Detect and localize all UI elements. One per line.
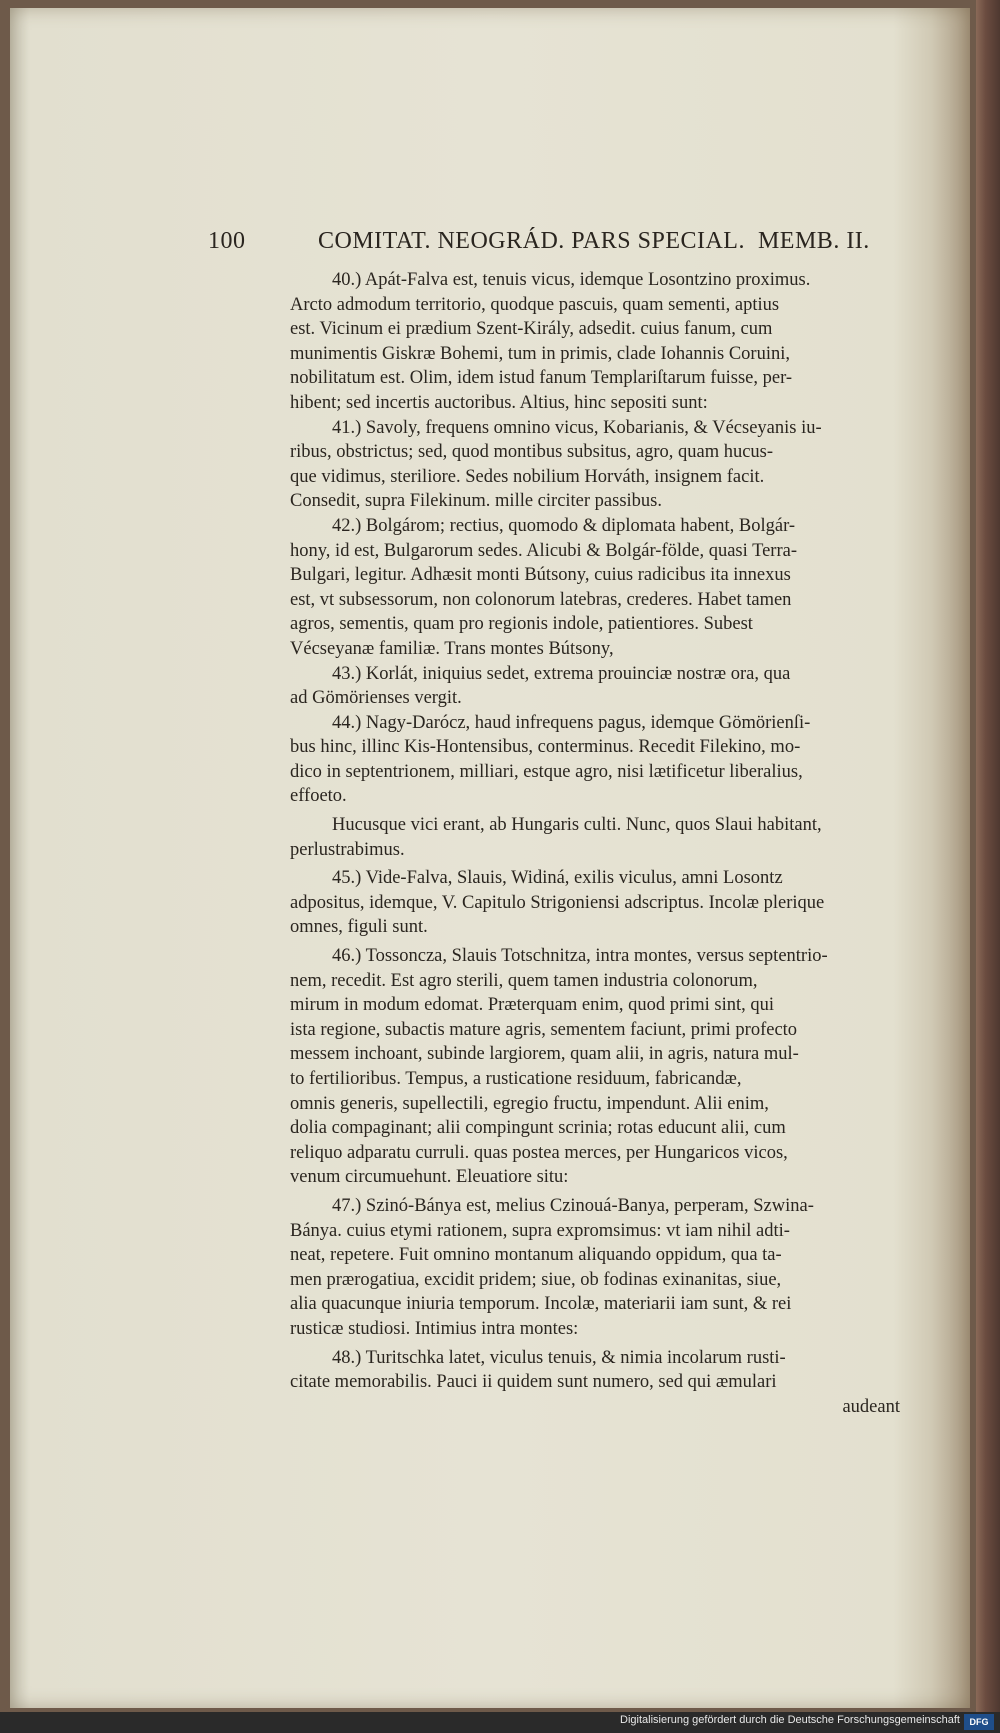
text-line: bus hinc, illinc Kis-Hontensibus, conterminus. Recedit Filekino, mo- [290,737,801,758]
text-line: Bánya. cuius etymi rationem, supra expromsimus: vt iam nihil adti- [290,1220,790,1241]
text-line: alia quacunque iniuria temporum. Incolæ, materiarii iam sunt, & rei [290,1294,792,1315]
text-line: 46.) Tossoncza, Slauis Totschnitza, intra montes, versus septentrio- [332,946,828,967]
text-line: munimentis Giskræ Bohemi, tum in primis, clade Iohannis Coruini, [290,343,790,364]
text-line: effoeto. [290,786,347,807]
text-line: Bulgari, legitur. Adhæsit monti Bútsony, cuius radicibus ita innexus [290,565,791,586]
paragraph-47 [290,1194,900,1342]
book-edge [976,0,1000,1733]
text-line: messem inchoant, subinde largiorem, quam alii, in agris, natura mul- [290,1044,799,1065]
text-line: que vidimus, steriliore. Sedes nobilium Horváth, insignem facit. [290,466,765,487]
dfg-logo-icon: DFG [964,1714,994,1730]
paragraph-44 [290,711,900,809]
paragraph-40 [290,268,900,416]
text-line: hibent; sed incertis auctoribus. Altius, hinc sepositi sunt: [290,392,708,413]
text-line: citate memorabilis. Pauci ii quidem sunt numero, sed qui æmulari [290,1372,777,1393]
text-line: 48.) Turitschka latet, viculus tenuis, & nimia incolarum rusti- [332,1347,786,1368]
text-line: Consedit, supra Filekinum. mille circiter passibus. [290,491,663,512]
text-line: 42.) Bolgárom; rectius, quomodo & diplomata habent, Bolgár- [332,515,796,536]
text-line: perlustrabimus. [290,839,405,860]
paragraph-41 [290,416,900,514]
page-number: 100 [208,228,246,254]
text-line: rusticæ studiosi. Intimius intra montes: [290,1318,579,1339]
text-line: 47.) Szinó-Bánya est, melius Czinouá-Banya, perperam, Szwina- [332,1195,814,1216]
paragraph-45 [290,866,900,940]
text-line: omnis generis, supellectili, egregio fructu, impendunt. Alii enim, [290,1093,769,1114]
paragraph-46 [290,944,900,1190]
text-line: nobilitatum est. Olim, idem istud fanum Templariſtarum fuisse, per- [290,368,793,389]
paragraph-43 [290,662,900,711]
text-line: reliquo adparatu curruli. quas postea merces, per Hungaricos vicos, [290,1142,788,1163]
text-line: dico in septentrionem, milliari, estque agro, nisi lætificetur liberalius, [290,761,803,782]
body-text [290,268,900,1419]
text-line: 41.) Savoly, frequens omnino vicus, Kobarianis, & Vécseyanis iu- [332,417,822,438]
text-line: Arcto admodum territorio, quodque pascuis, quam sementi, aptius [290,294,780,315]
text-line: ista regione, subactis mature agris, sementem faciunt, primi profecto [290,1019,798,1040]
text-line: 45.) Vide-Falva, Slauis, Widiná, exilis viculus, amni Losontz [332,868,783,889]
paragraph-42 [290,514,900,662]
text-line: hony, id est, Bulgarorum sedes. Alicubi & Bolgár-földe, quasi Terra- [290,540,797,561]
text-line: venum circumuehunt. Eleuatiore situ: [290,1167,569,1188]
catchword: audeant [842,1396,900,1417]
text-line: agros, sementis, quam pro regionis indole, patientiores. Subest [290,614,753,635]
text-line: est. Vicinum ei prædium Szent-Király, adsedit. cuius fanum, cum [290,319,773,340]
text-line: to fertilioribus. Tempus, a rusticatione residuum, fabricandæ, [290,1069,742,1089]
text-line: Hucusque vici erant, ab Hungaris culti. Nunc, quos Slaui habitant, [332,815,822,836]
text-line: nem, recedit. Est agro sterili, quem tamen industria colonorum, [290,970,758,991]
text-line: omnes, figuli sunt. [290,917,428,938]
text-line: Vécseyanæ familiæ. Trans montes Bútsony, [290,638,614,659]
text-line: est, vt subsessorum, non colonorum latebras, crederes. Habet tamen [290,589,792,610]
text-line: ad Gömörienses vergit. [290,688,462,709]
text-line: 43.) Korlát, iniquius sedet, extrema prouinciæ nostræ ora, qua [332,663,791,684]
text-line: ribus, obstrictus; sed, quod montibus subsitus, agro, quam hucus- [290,442,774,463]
paragraph-48 [290,1346,900,1395]
text-line: neat, repetere. Fuit omnino montanum aliquando oppidum, qua ta- [290,1245,782,1266]
text-line: dolia compaginant; alii compingunt scrinia; rotas educunt alii, cum [290,1118,786,1139]
text-line: men prærogatiua, excidit pridem; siue, ob fodinas exinanitas, siue, [290,1269,782,1290]
digitization-credit: Digitalisierung gefördert durch die Deutsche Forschungsgemeinschaft [620,1714,960,1726]
paragraph-transition [290,813,900,862]
text-line: 40.) Apát-Falva est, tenuis vicus, idemque Losontzino proximus. [332,270,811,290]
running-title: COMITAT. NEOGRÁD. PARS SPECIAL. MEMB. II. [318,228,870,254]
text-line: 44.) Nagy-Darócz, haud infrequens pagus, idemque Gömörienſi- [332,712,811,733]
text-line: mirum in modum edomat. Præterquam enim, quod primi sint, qui [290,995,775,1016]
text-line: adpositus, idemque, V. Capitulo Strigoniensi adscriptus. Incolæ plerique [290,892,825,913]
